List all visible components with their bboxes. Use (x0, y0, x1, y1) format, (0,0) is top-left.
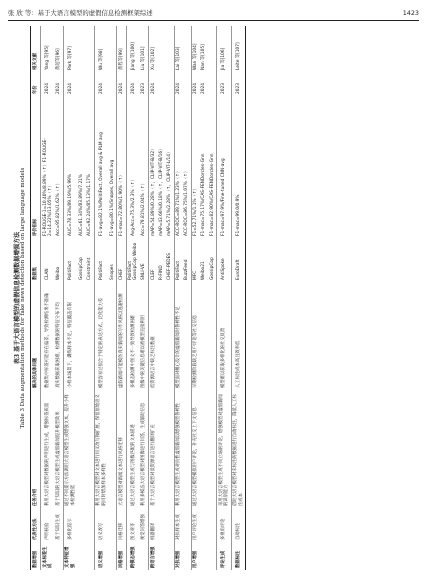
reference-cell (208, 26, 217, 72)
metric-cell: F1-mac=97.9%/Fine-tuned CNN-avg (217, 96, 232, 238)
category-cell (183, 542, 192, 570)
column-header: 年份 (33, 85, 38, 94)
method-cell (78, 508, 86, 542)
category-cell (86, 542, 95, 570)
page-number: 1423 (402, 9, 419, 17)
reference-cell (165, 26, 174, 72)
dataset-cell: PolitiFact GossipCop Weibo (126, 238, 140, 282)
table-row (86, 26, 95, 570)
method-cell (157, 508, 165, 542)
method-cell (86, 508, 95, 542)
dataset-cell: Weibo21 (201, 261, 207, 280)
dataset-cell: Snopes (109, 264, 115, 280)
task-cell: 利用多模态大语言模型对图像进行问答，生成辅助信息 (141, 402, 147, 506)
method-cell (165, 508, 174, 542)
year-cell (165, 72, 174, 96)
year-cell: 2024 (174, 72, 183, 96)
reference-cell (108, 26, 117, 72)
task-cell: 基于知识的大语言模型生成虚假新闻提升模型效果 (56, 411, 62, 506)
dataset-cell: BuzzFeed (184, 259, 190, 280)
problem-cell (208, 282, 217, 390)
problem-cell (165, 282, 174, 390)
metric-cell: F1-avg=80.1%/Snopes, Overall avg (109, 159, 115, 236)
task-cell (157, 390, 165, 508)
reference-cell (157, 26, 165, 72)
metric-cell: F1-mac=72.80%/1.90%（↑） (117, 96, 126, 238)
column-header: 评价指标 (33, 218, 38, 236)
year-cell: 2024 (117, 72, 126, 96)
category-cell: 风格增强 (117, 542, 126, 570)
method-cell: 声明核验 (41, 508, 55, 542)
reference-cell: Jia 等[106] (217, 26, 232, 72)
dataset-cell: MFC (191, 238, 200, 282)
metric-cell: AUC=61.34%/83.89%/7.21% (78, 174, 84, 236)
table-row (157, 26, 165, 570)
problem-cell: 虚假新闻可能模仿真实新闻的写作风格以逃避检测 (117, 282, 126, 390)
dataset-cell: R-FIND (158, 265, 164, 280)
table-row (140, 26, 149, 570)
category-cell: 跨模态增强 (126, 542, 140, 570)
task-cell (183, 390, 192, 508)
category-cell: 语义增强 (94, 542, 108, 570)
table-row (94, 26, 108, 570)
method-cell: 对抗样本生成 (174, 508, 183, 542)
method-cell: 用户评论生成 (191, 508, 200, 542)
column-header: 相关文献 (33, 52, 38, 70)
problem-cell (108, 282, 117, 390)
running-header (8, 6, 419, 21)
year-cell: 2023 (231, 72, 246, 96)
method-cell: 风格迁移 (117, 508, 126, 542)
category-cell (108, 542, 117, 570)
dataset-cell: GossipCop (209, 257, 215, 280)
reference-cell (86, 26, 95, 72)
dataset-cell: EuroDraft (231, 238, 246, 282)
column-header: 解决的具体问题 (33, 357, 38, 388)
table-row (41, 26, 55, 570)
table-row (78, 26, 86, 570)
table-row (183, 26, 192, 570)
method-cell: 图文对齐 (126, 508, 140, 542)
metric-cell: Acc=79.81%/2.04%（↑） (141, 181, 147, 236)
table-row (117, 26, 126, 570)
year-cell: 2024 (41, 72, 55, 96)
table-header-row (31, 26, 41, 570)
table-row (149, 26, 158, 570)
task-cell: 通过大语言模型生成与图像匹配的文本描述 (126, 390, 140, 508)
table-row (126, 26, 140, 570)
table-row (64, 26, 78, 570)
column-header: 代表性方法 (33, 518, 38, 540)
task-cell: 采用大语言模型生成不同立场的评论，增强模型对虚假新闻的识别能力 (217, 390, 232, 508)
reference-cell: Liu 等[101] (141, 46, 147, 70)
method-cell (200, 508, 208, 542)
table-caption-chinese: 表3 基于大语言模型的虚假信息检测数据增强方法 (14, 231, 21, 365)
method-cell: 自动标注 (231, 508, 246, 542)
problem-cell: 真实数据获取困难，检测数据的特征分布不均 (56, 302, 62, 388)
column-header: 数据增强 (33, 550, 38, 568)
category-cell: 文本特征增强 (64, 542, 78, 570)
table-row (200, 26, 208, 570)
rotated-table-content (8, 24, 419, 572)
method-cell: 机器翻译 (149, 508, 158, 542)
method-cell: 视觉问答增强 (141, 514, 147, 540)
year-cell: 2024 (94, 72, 108, 96)
dataset-cell: Constraint (87, 257, 93, 280)
year-cell: 2024 (149, 72, 158, 96)
problem-cell: 图像中的关键信息难以被模型直接利用 (141, 314, 147, 388)
problem-cell: 模型容易过拟合于特定的表达方式，泛化能力差 (94, 282, 108, 390)
method-cell (183, 508, 192, 542)
dataset-cell: CHEF (117, 238, 126, 282)
task-cell: 利用大语言模型对文本进行同义改写和扩展，保留原始语义的同时增加样本多样性 (94, 390, 108, 508)
method-cell: 语义改写 (94, 508, 108, 542)
reference-cell (183, 26, 192, 72)
category-cell: 跨语言增强 (149, 542, 158, 570)
metric-cell: ACC-ROC=89.71%/1.23%（↑） (174, 96, 183, 238)
method-cell (108, 508, 117, 542)
dataset-cell: CLEF (149, 238, 158, 282)
category-cell: 文本标签生成 (41, 542, 55, 570)
method-cell: 多视角评论 (217, 508, 232, 542)
task-cell: 利用大语言模型生成对抗性虚假新闻以增强模型鲁棒性 (174, 390, 183, 508)
metric-cell: mAP=5.71%/2.28%（↑，CLIP-VIT-L/14） (166, 149, 172, 236)
problem-cell (86, 282, 95, 390)
task-cell (86, 390, 95, 508)
table-row (108, 26, 117, 570)
year-cell (157, 72, 165, 96)
year-cell: 2024 (126, 72, 140, 96)
reference-cell: Leite 等[107] (231, 26, 246, 72)
reference-cell: Wan 等[104] (191, 26, 200, 72)
dataset-cell: SNLI-VE (141, 263, 147, 280)
reference-cell (78, 26, 86, 72)
reference-cell: Nan 等[105] (201, 44, 207, 70)
reference-cell: Lai 等[103] (174, 26, 183, 72)
problem-cell: 模型难以获取多样化的社交反馈 (217, 282, 232, 390)
task-cell (78, 390, 86, 508)
task-cell: 通过不同提示方法调用大语言模型生成增强文本，提升小样本检测性能 (64, 390, 78, 508)
table-row (174, 26, 183, 570)
year-cell: 2024 (191, 72, 200, 96)
task-cell: 通过大语言模型模拟用户评论，补充社交上下文信息 (191, 390, 200, 508)
year-cell (108, 72, 117, 96)
dataset-cell: CHEF-PEDES (166, 252, 172, 280)
rotated-table-stage (8, 24, 419, 572)
dataset-cell: GossipCop (78, 257, 84, 280)
metric-cell: F1-ROUGE-1=10.40%/8.89%（↑）F1-ROUGE-2=14.22%/13.05%（↑） (41, 96, 55, 238)
category-cell (208, 542, 217, 570)
task-cell: 大语言模型对新闻文本进行风格迁移 (117, 390, 126, 508)
metric-cell: Avg-Acc=75.3%/2.3%（↑） (126, 96, 140, 238)
table-caption-english: Table 3 Data augmentation methods for fake news detection based on large language models (20, 167, 26, 429)
dataset-cell: Weibo (56, 266, 62, 280)
problem-cell: 低资源语言中缺乏标注数据 (149, 282, 158, 390)
metric-cell: Acc=95.82%/1.62%（↑） (56, 181, 62, 236)
task-cell (200, 390, 208, 508)
task-cell: 利用大语言模型对数据的声明进行生成，增强标签质量 (41, 390, 55, 508)
task-cell (108, 390, 117, 508)
problem-cell: 多模态检测中图文不一致导致检测困难 (126, 282, 140, 390)
problem-cell (183, 282, 192, 390)
year-cell (78, 72, 86, 96)
method-cell: 多样化提示 (64, 508, 78, 542)
year-cell: 2023 (217, 72, 232, 96)
method-cell: 基于知识生成 (56, 514, 62, 540)
year-cell: 2024 (64, 72, 78, 96)
year-cell: 2023 (141, 83, 147, 94)
task-cell (208, 390, 217, 508)
metric-cell: F1-mac=82.90%/CAS-FENDorcles-Gnn (209, 153, 215, 236)
dataset-cell: PolitiFact (174, 238, 183, 282)
reference-cell: 黄程等[99] (117, 26, 126, 72)
table-row (231, 26, 246, 570)
reference-cell: Xu 等[102] (149, 26, 158, 72)
category-cell (140, 542, 149, 570)
year-cell (183, 72, 192, 96)
dataset-cell: AntiSpoke (217, 238, 232, 282)
method-cell (208, 508, 217, 542)
category-cell (157, 542, 165, 570)
year-cell: 2024 (201, 83, 207, 94)
task-cell: 基于大语言模型对低资源语言进行翻译扩充 (149, 390, 158, 508)
problem-cell: 模型面对精心设计的虚假新闻时鲁棒性不足 (174, 282, 183, 390)
table-row (217, 26, 232, 570)
year-cell: 2024 (56, 83, 62, 94)
problem-cell: 人工标注成本高且效率低 (231, 282, 246, 390)
table-row (208, 26, 217, 570)
problem-cell (78, 282, 86, 390)
task-cell (165, 390, 174, 508)
column-header: 任务介绍 (33, 488, 38, 506)
category-cell: 用户增强 (191, 542, 200, 570)
reference-cell: Park 等[97] (64, 26, 78, 72)
category-cell (165, 542, 174, 570)
reference-cell: Jiang 等[100] (126, 26, 140, 72)
problem-cell: 数据集中标签可能存在偏差，导致检测结果不准确 (41, 282, 55, 390)
problem-cell (200, 282, 208, 390)
metric-cell: AUC=78.33%/89.19%/5.99% (64, 96, 78, 238)
task-cell: 借助大语言模型对未标注的数据进行自动标注，降低人工标注成本 (231, 390, 246, 508)
metric-cell: mAP=43.66%/0.18%（↑，CLIP-VIT-B/16） (158, 146, 164, 236)
running-header-title: 张 欣 等：基于大语言模型的虚假信息检测框架综述 (8, 9, 153, 17)
reference-cell: Wu 等[98] (94, 26, 108, 72)
metric-cell: ACC-ROC=86.75%/1.07%（↑） (184, 168, 190, 236)
category-cell: 评论生成 (217, 542, 232, 570)
problem-cell: 小样本场景下，训练样本不足，特征覆盖有限 (64, 282, 78, 390)
metric-cell: AUC=92.24%/85.13%/1.17% (87, 174, 93, 236)
category-cell (55, 542, 64, 570)
category-cell (78, 542, 86, 570)
metric-cell: mAP=54.89%/0.28%（↑，CLIP-VIT-B/32） (149, 96, 158, 238)
category-cell: 对抗增强 (174, 542, 183, 570)
dataset-cell: PolitiFact (64, 238, 78, 282)
problem-cell: 早期检测阶段缺乏用户评论等社交信息 (191, 282, 200, 390)
dataset-cell: CLAN (41, 238, 55, 282)
metric-cell: F1-mac=75.17%/CAS-FENDorcles-Gnn (201, 153, 207, 236)
category-cell (200, 542, 208, 570)
column-header: 数据集 (33, 267, 38, 280)
dataset-cell: PolitiFact (94, 238, 108, 282)
reference-cell: Yang 等[95] (41, 26, 55, 72)
reference-cell: 黄超等[96] (56, 48, 62, 70)
metric-cell: F1-mac=99.0/0.9% (231, 96, 246, 238)
year-cell (86, 72, 95, 96)
metric-cell: F1=52.71%/1.1%（↑） (191, 96, 200, 238)
metric-cell: F1-avg=82.1%/PolitiFact, Overall avg & PLM avg (94, 96, 108, 238)
table-body (41, 26, 246, 570)
table-row (191, 26, 200, 570)
year-cell (208, 72, 217, 96)
category-cell: 数据标注 (231, 542, 246, 570)
data-augmentation-table (30, 26, 246, 570)
problem-cell (157, 282, 165, 390)
table-row (165, 26, 174, 570)
table-row (55, 26, 64, 570)
